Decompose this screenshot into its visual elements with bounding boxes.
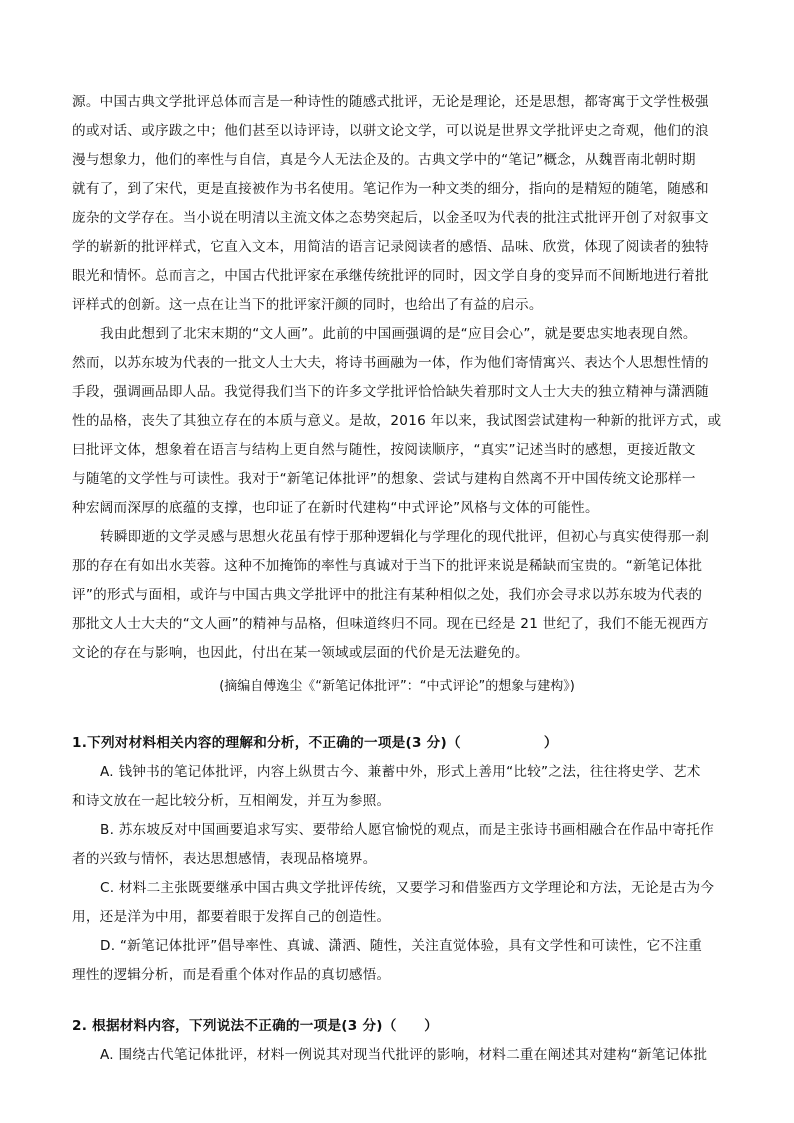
passage-source: (摘编自傅逸尘《“新笔记体批评”：“中式评论”的想象与建构》) xyxy=(219,679,575,694)
para3-line-4: 那批文人士大夫的“文人画”的精神与品格，但味道终归不同。现在已经是 21 世纪了，我们不能无视西方 xyxy=(72,616,709,632)
q1-option-d-line-1: D. “新笔记体批评”倡导率性、真诚、潇洒、随性，关注直觉体验，具有文学性和可读性，它不注重 xyxy=(100,938,703,954)
para3-line-5: 文论的存在与影响，也因此，付出在某一领域或层面的代价是无法避免的。 xyxy=(72,645,529,661)
para2-line-2: 然而，以苏东坡为代表的一批文人士大夫，将诗书画融为一体，作为他们寄情寓兴、表达个人思想性情的 xyxy=(72,355,709,371)
para1-line-4: 就有了，到了宋代，更是直接被作为书名使用。笔记作为一种文类的细分，指向的是精短的随笔，随感和 xyxy=(72,181,709,197)
para1-line-2: 的或对话、或序跋之中；他们甚至以诗评诗，以骈文论文学，可以说是世界文学批评史之奇观，他们的浪 xyxy=(72,123,709,139)
para1-line-5: 庞杂的文学存在。当小说在明清以主流文体之态势突起后，以金圣叹为代表的批注式批评开创了对叙事文 xyxy=(72,210,709,226)
para1-line-3: 漫与想象力，他们的率性与自信，真是今人无法企及的。古典文学中的“笔记”概念，从魏晋南北朝时期 xyxy=(72,152,696,168)
para1-line-6: 学的崭新的批评样式，它直入文本，用简洁的语言记录阅读者的感悟、品味、欣赏，体现了阅读者的独特 xyxy=(72,239,709,255)
q1-option-c-line-1: C. 材料二主张既要继承中国古典文学批评传统，又要学习和借鉴西方文学理论和方法，无论是古为今 xyxy=(100,880,715,896)
q1-option-b-line-1: B. 苏东坡反对中国画要追求写实、要带给人愿官愉悦的观点，而是主张诗书画相融合在作品中寄托作 xyxy=(100,822,714,838)
para2-line-3: 手段，强调画品即人品。我觉得我们当下的许多文学批评恰恰缺失着那时文人士大夫的独立精神与潇洒随 xyxy=(72,384,709,400)
para2-line-1: 我由此想到了北宋末期的“文人画”。此前的中国画强调的是“应目会心”，就是要忠实地表现自然。 xyxy=(100,326,697,342)
para3-line-2: 那的存在有如出水芙蓉。这种不加掩饰的率性与真诚对于当下的批评来说是稀缺而宝贵的。“新笔记体批 xyxy=(72,558,703,574)
para3-line-3: 评”的形式与面相，或许与中国古典文学批评中的批注有某种相似之处，我们亦会寻求以苏东坡为代表的 xyxy=(72,587,703,603)
para2-line-4: 性的品格，丧失了其独立存在的本质与意义。是故，2016 年以来，我试图尝试建构一种新的批评方式，或 xyxy=(72,413,722,429)
para2-line-5: 曰批评文体，想象着在语言与结构上更自然与随性，按阅读顺序，“真实”记述当时的感想，更接近散文 xyxy=(72,442,696,458)
q1-option-a-line-2: 和诗文放在一起比较分析，互相阐发，并互为参照。 xyxy=(72,793,391,809)
para1-line-1: 源。中国古典文学批评总体而言是一种诗性的随感式批评，无论是理论，还是思想，都寄寓于文学性极强 xyxy=(72,94,709,110)
q1-option-d-line-2: 理性的逻辑分析，而是看重个体对作品的真切感悟。 xyxy=(72,967,391,983)
para2-line-6: 与随笔的文学性与可读性。我对于“新笔记体批评”的想象、尝试与建构自然离不开中国传统文论那样一 xyxy=(72,471,696,487)
question-1-title: 1.下列对材料相关内容的理解和分析，不正确的一项是(3 分)（ ） xyxy=(72,735,558,751)
para3-line-1: 转瞬即逝的文学灵感与思想火花虽有悖于那种逻辑化与学理化的现代批评，但初心与真实使得那一刹 xyxy=(100,529,710,545)
q1-option-b-line-2: 者的兴致与情怀，表达思想感情，表现品格境界。 xyxy=(72,851,377,867)
para2-line-7: 种宏阔而深厚的底蕴的支撑，也印证了在新时代建构“中式评论”风格与文体的可能性。 xyxy=(72,500,599,516)
q1-option-c-line-2: 用，还是洋为中用，都要着眼于发挥自己的创造性。 xyxy=(72,909,391,925)
question-2-title: 2. 根据材料内容，下列说法不正确的一项是(3 分)（ ） xyxy=(72,1018,439,1034)
q2-option-a-line-1: A. 围绕古代笔记体批评，材料一例说其对现当代批评的影响，材料二重在阐述其对建构“新笔记体批 xyxy=(100,1047,708,1063)
para1-line-8: 评样式的创新。这一点在让当下的批评家汗颜的同时，也给出了有益的启示。 xyxy=(72,297,543,313)
para1-line-7: 眼光和情怀。总而言之，中国古代批评家在承继传统批评的同时，因文学自身的变异而不间断地进行着批 xyxy=(72,268,709,284)
q1-option-a-line-1: A. 钱钟书的笔记体批评，内容上纵贯古今、兼蓄中外，形式上善用“比较”之法，往往将史学、艺术 xyxy=(100,764,701,780)
